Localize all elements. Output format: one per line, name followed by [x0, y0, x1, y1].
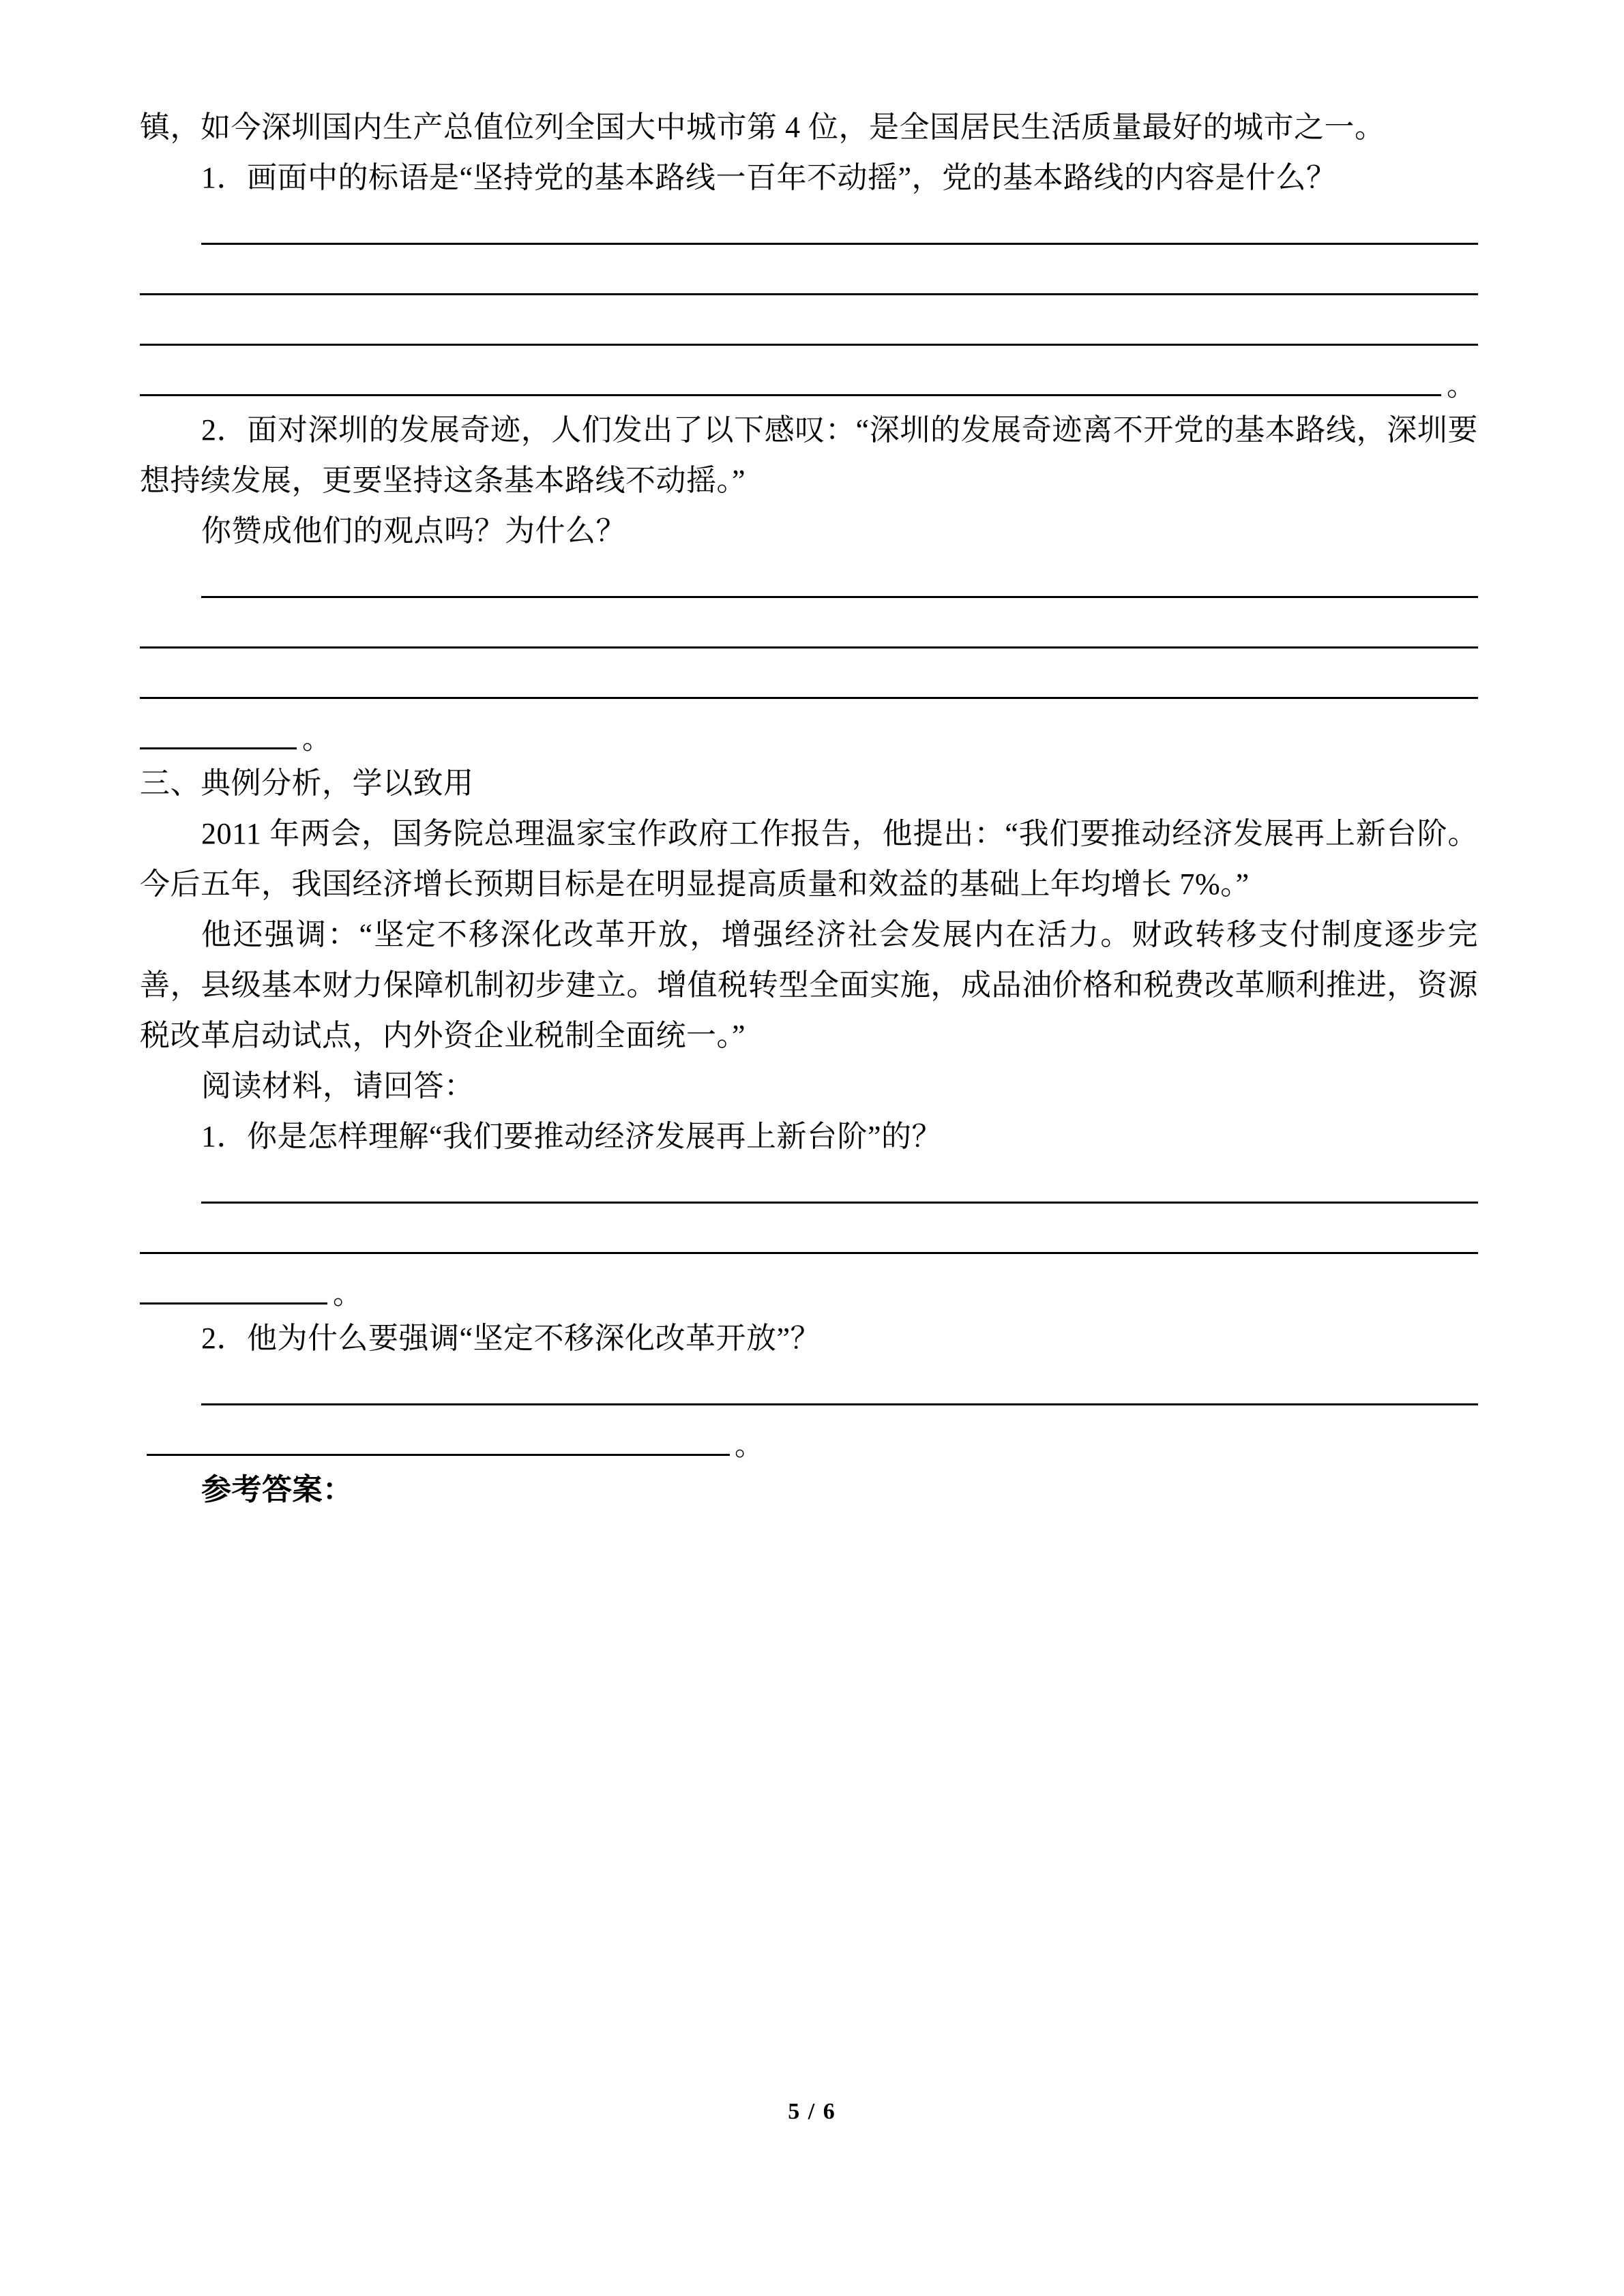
- answer-line[interactable]: [140, 1364, 1478, 1414]
- trailing-period: 。: [735, 1431, 764, 1462]
- answer-rule: [140, 344, 1478, 346]
- s3-q1-answer-lines: [140, 1162, 1478, 1313]
- question-part2-2-followup: 你赞成他们的观点吗？为什么？: [201, 514, 626, 548]
- s3-q2-answer-lines: [140, 1364, 1478, 1465]
- question-part2-2: 2．面对深圳的发展奇迹，人们发出了以下感叹：“深圳的发展奇迹离不开党的基本路线，深圳要想持续发展，更要坚持这条基本路线不动摇。”: [140, 413, 1478, 497]
- answer-rule: [140, 293, 1478, 295]
- answer-rule: [201, 596, 1478, 598]
- answer-rule: [147, 1454, 730, 1456]
- answer-rule: [201, 1403, 1478, 1405]
- q2-answer-lines: [140, 556, 1478, 758]
- answer-line[interactable]: [140, 556, 1478, 607]
- answer-line[interactable]: [140, 708, 1478, 758]
- read-material-prompt: 阅读材料，请回答：: [201, 1069, 475, 1103]
- answer-rule: [140, 1252, 1478, 1254]
- page-number-footer: 5 / 6: [788, 2099, 836, 2124]
- answer-line[interactable]: [140, 1212, 1478, 1263]
- answer-line[interactable]: [140, 304, 1478, 355]
- material-paragraph-2: 他还强调：“坚定不移深化改革开放，增强经济社会发展内在活力。财政转移支付制度逐步完善，县级基本财力保障机制初步建立。增值税转型全面实施，成品油价格和税费改革顺利推进，资源税改革启动试点，内外资企业税制全面统一。”: [140, 918, 1478, 1052]
- answer-rule: [201, 243, 1478, 245]
- answer-line[interactable]: [140, 657, 1478, 708]
- section3-question-1: 1．你是怎样理解“我们要推动经济发展再上新台阶”的？: [201, 1120, 943, 1153]
- answer-line[interactable]: [140, 1414, 1478, 1465]
- question-part2-1: 1．画面中的标语是“坚持党的基本路线一百年不动摇”，党的基本路线的内容是什么？: [201, 161, 1337, 194]
- answer-rule: [140, 697, 1478, 699]
- answer-rule: [140, 747, 297, 749]
- answer-line[interactable]: [140, 1263, 1478, 1313]
- q1-answer-lines: [140, 203, 1478, 405]
- answer-rule: [140, 1302, 327, 1304]
- answer-line[interactable]: [140, 203, 1478, 254]
- trailing-period: 。: [1447, 371, 1476, 402]
- trailing-period: 。: [302, 724, 331, 756]
- answer-line[interactable]: [140, 254, 1478, 304]
- answer-rule: [140, 394, 1441, 396]
- section-heading-three: 三、典例分析，学以致用: [140, 766, 474, 800]
- answer-key-label: 参考答案：: [201, 1473, 353, 1506]
- answer-line[interactable]: [140, 607, 1478, 657]
- section3-question-2: 2．他为什么要强调“坚定不移深化改革开放”？: [201, 1322, 821, 1355]
- trailing-period: 。: [333, 1279, 362, 1311]
- answer-line[interactable]: [140, 355, 1478, 405]
- material-paragraph-1: 2011 年两会，国务院总理温家宝作政府工作报告，他提出：“我们要推动经济发展再上新台阶。今后五年，我国经济增长预期目标是在明显提高质量和效益的基础上年均增长 7%。”: [140, 817, 1478, 901]
- answer-line[interactable]: [140, 1162, 1478, 1212]
- answer-rule: [201, 1202, 1478, 1204]
- document-body: [140, 102, 1478, 1515]
- answer-rule: [140, 646, 1478, 648]
- paragraph-intro-continuation: 镇，如今深圳国内生产总值位列全国大中城市第 4 位，是全国居民生活质量最好的城市之一。: [140, 110, 1385, 144]
